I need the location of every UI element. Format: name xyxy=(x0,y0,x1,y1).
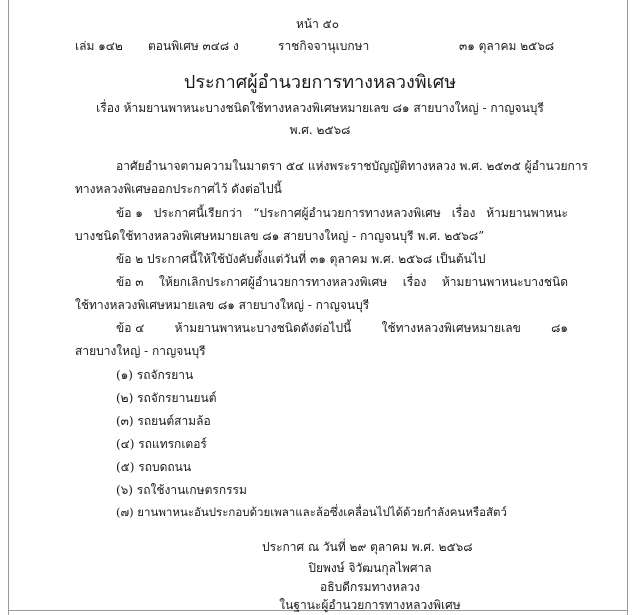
preamble-line-2: ทางหลวงพิเศษออกประกาศไว้ ดังต่อไปนี้ xyxy=(75,182,282,196)
vehicle-list-item: (๖) รถใช้งานเกษตรกรรม xyxy=(116,483,247,497)
vehicle-list-item: (๕) รถบดถนน xyxy=(116,460,192,474)
clause-4-line-2: สายบางใหญ่ - กาญจนบุรี xyxy=(75,344,206,358)
clause-1-part: ห้ามยานพาหนะ xyxy=(486,206,568,220)
clause-1-part: “ประกาศผู้อำนวยการทางหลวงพิเศษ xyxy=(253,206,441,220)
announcement-year: พ.ศ. ๒๕๖๘ xyxy=(289,123,351,137)
clause-3-part: ให้ยกเลิกประกาศผู้อำนวยการทางหลวงพิเศษ xyxy=(158,275,388,289)
clause-3-line-2: ใช้ทางหลวงพิเศษหมายเลข ๘๑ สายบางใหญ่ - กาญจนบุรี xyxy=(75,298,370,312)
announcement-title: ประกาศผู้อำนวยการทางหลวงพิเศษ xyxy=(183,72,457,93)
clause-3-line-1 xyxy=(116,276,568,288)
announcement-date: ประกาศ ณ วันที่ ๒๙ ตุลาคม พ.ศ. ๒๕๖๘ xyxy=(262,540,473,554)
clause-4-line-1 xyxy=(116,322,568,334)
signatory-position: อธิบดีกรมทางหลวง xyxy=(320,580,420,594)
special-issue: ตอนพิเศษ ๓๔๘ ง xyxy=(148,39,239,53)
clause-1-line-1 xyxy=(116,207,568,219)
clause-2-line-1: ข้อ ๒ ประกาศนี้ให้ใช้บังคับตั้งแต่วันที่ ๓๑ ตุลาคม พ.ศ. ๒๕๖๘ เป็นต้นไป xyxy=(116,252,486,266)
clause-3-part: ข้อ ๓ xyxy=(116,275,144,289)
volume-number: เล่ม ๑๔๒ xyxy=(75,39,123,53)
preamble-line-1: อาศัยอำนาจตามความในมาตรา ๕๔ แห่งพระราชบัญญัติทางหลวง พ.ศ. ๒๕๓๕ ผู้อำนวยการ xyxy=(116,159,588,173)
vehicle-list-item: (๑) รถจักรยาน xyxy=(116,368,194,382)
page-border-left xyxy=(8,0,9,615)
clause-4-part: ๘๑ xyxy=(551,321,568,335)
vehicle-list-item: (๒) รถจักรยานยนต์ xyxy=(116,391,217,405)
clause-4-part: ใช้ทางหลวงพิเศษหมายเลข xyxy=(381,321,521,335)
clause-1-part: เรื่อง xyxy=(451,206,476,220)
clause-3-part: เรื่อง xyxy=(402,275,427,289)
clause-1-part: ประกาศนี้เรียกว่า xyxy=(153,206,243,220)
vehicle-list-item: (๔) รถแทรกเตอร์ xyxy=(116,437,207,451)
page-number: หน้า ๕๐ xyxy=(296,17,340,31)
page-border-right xyxy=(627,0,628,615)
clause-1-line-2: บางชนิดใช้ทางหลวงพิเศษหมายเลข ๘๑ สายบางใหญ่ - กาญจนบุรี พ.ศ. ๒๕๖๘” xyxy=(75,229,485,243)
clause-4-part: ห้ามยานพาหนะบางชนิดดังต่อไปนี้ xyxy=(174,321,352,335)
vehicle-list-item: (๗) ยานพาหนะอันประกอบด้วยเพลาและล้อซึ่งเคลื่อนไปได้ด้วยกำลังคนหรือสัตว์ xyxy=(116,505,507,519)
clause-3-part: ห้ามยานพาหนะบางชนิด xyxy=(441,275,568,289)
signatory-name: ปิยพงษ์ จิวัฒนกุลไพศาล xyxy=(308,561,432,575)
announcement-subject: เรื่อง ห้ามยานพาหนะบางชนิดใช้ทางหลวงพิเศษหมายเลข ๘๑ สายบางใหญ่ - กาญจนบุรี xyxy=(96,101,544,115)
clause-4-part: ข้อ ๔ xyxy=(116,321,145,335)
signatory-capacity: ในฐานะผู้อำนวยการทางหลวงพิเศษ xyxy=(279,598,461,612)
gazette-date: ๓๑ ตุลาคม ๒๕๖๘ xyxy=(459,39,555,53)
gazette-name: ราชกิจจานุเบกษา xyxy=(278,39,370,53)
clause-1-part: ข้อ ๑ xyxy=(116,206,143,220)
vehicle-list-item: (๓) รถยนต์สามล้อ xyxy=(116,414,211,428)
